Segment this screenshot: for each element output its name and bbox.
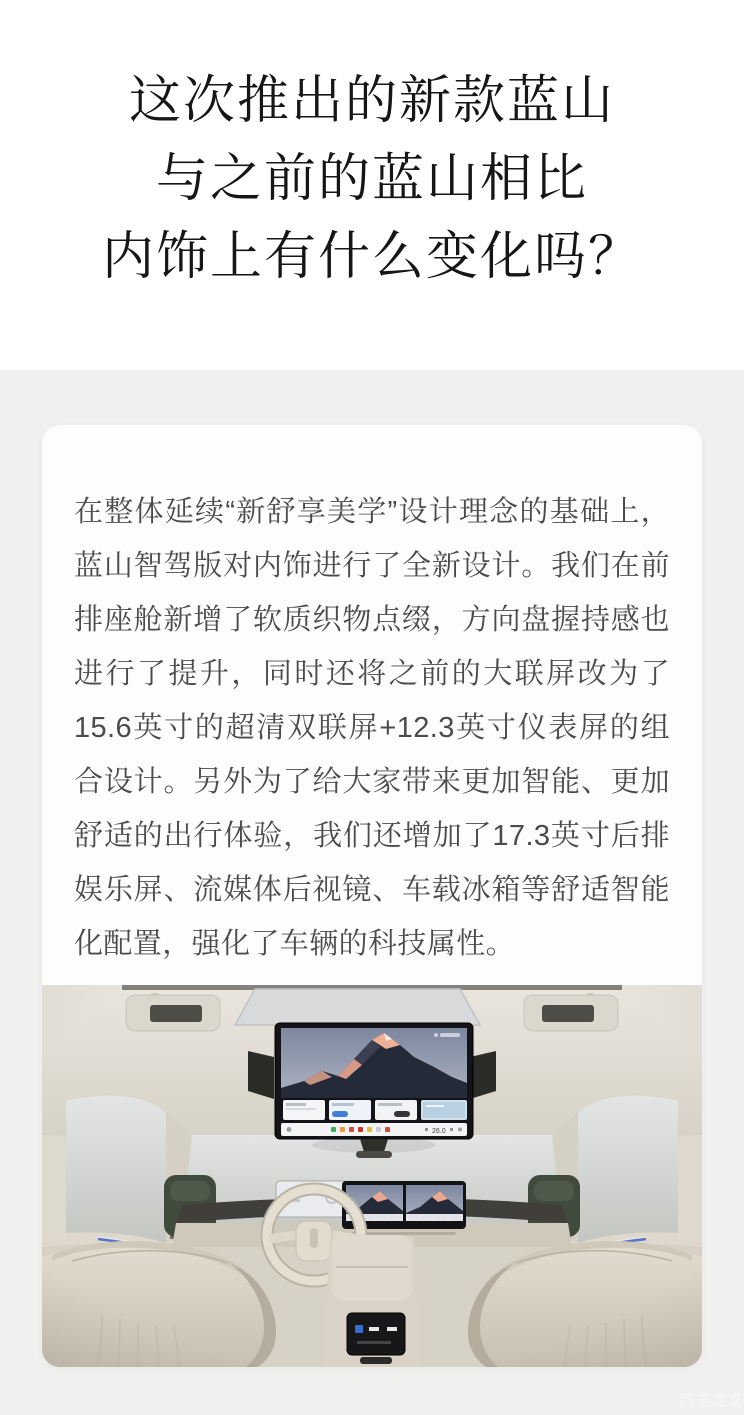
title-line-3: 内饰上有什么变化吗？ (101, 228, 642, 286)
site-watermark: 汽车之家 (678, 1392, 743, 1409)
photo-vignette (42, 985, 702, 1367)
car-interior-illustration (42, 985, 702, 1367)
interior-photo (42, 985, 702, 1367)
answer-paragraph: 在整体延续“新舒享美学”设计理念的基础上，蓝山智驾版对内饰进行了全新设计。我们在前排座舱新增了软质织物点缀，方向盘握持感也进行了提升，同时还将之前的大联屏改为了15.6英寸的超清双联屏+12.3英寸仪表屏的组合设计。另外为了给大家带来更加智能、更加舒适的出行体验，我们还增加了17.3英寸后排娱乐屏、流媒体后视镜、车载冰箱等舒适智能化配置，强化了车辆的科技属性。 (74, 496, 670, 960)
title-line-1: 这次推出的新款蓝山 (128, 72, 615, 130)
answer-card (42, 425, 702, 1367)
content-section (0, 370, 744, 1415)
title-line-2: 与之前的蓝山相比 (155, 150, 588, 208)
question-title (0, 0, 744, 370)
